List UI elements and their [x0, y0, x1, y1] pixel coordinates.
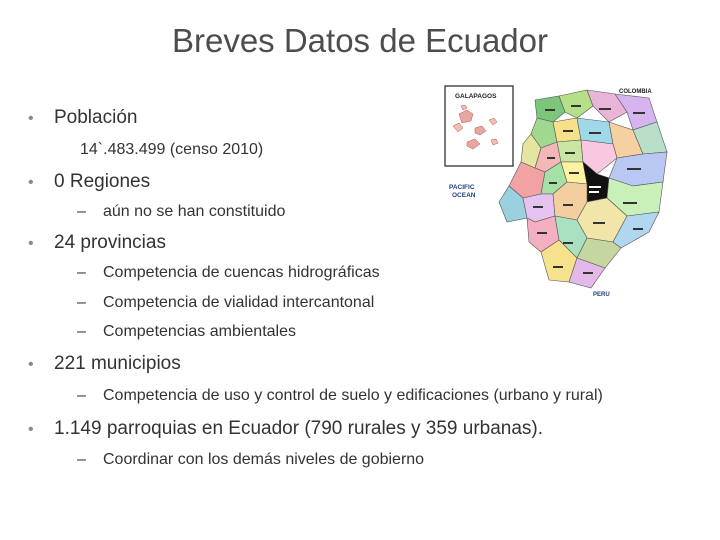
bullet-dot: • [28, 421, 34, 438]
dash: – [77, 294, 86, 311]
map-label-pacific: PACIFIC [449, 184, 475, 191]
map-label-colombia: COLOMBIA [619, 89, 652, 95]
municipios-label: 221 municipios [54, 353, 181, 374]
provincias-label: 24 provincias [54, 232, 166, 253]
dash: – [77, 387, 86, 404]
provincias-item-text: Competencia de vialidad intercantonal [103, 294, 375, 311]
province-shape [557, 140, 583, 162]
provincias-item [77, 323, 296, 341]
regiones-detail-row [77, 203, 285, 221]
slide-title: Breves Datos de Ecuador [171, 22, 549, 59]
provincias-item-text: Competencias ambientales [103, 323, 296, 340]
map-label-galapagos: GALAPAGOS [455, 93, 497, 100]
regiones-label: 0 Regiones [54, 171, 151, 192]
bullet-dot: • [28, 110, 34, 127]
municipios-item [77, 387, 603, 405]
dash: – [77, 323, 86, 340]
dash: – [77, 264, 86, 281]
provincias-item-text: Competencia de cuencas hidrográficas [103, 264, 380, 281]
regiones-detail: aún no se han constituido [103, 203, 286, 220]
parroquias-extra: (790 rurales y 359 urbanas). [304, 418, 544, 439]
bullet-dot: • [28, 235, 34, 252]
bullet-dot: • [28, 174, 34, 191]
bullet-provincias [28, 232, 166, 254]
ecuador-map [437, 82, 669, 300]
provincias-item [77, 264, 380, 282]
bullet-dot: • [28, 356, 34, 373]
parroquias-item-text: Coordinar con los demás niveles de gobierno [103, 451, 425, 468]
parroquias-item [77, 451, 424, 469]
parroquias-label: 1.149 parroquias en Ecuador [54, 418, 300, 439]
dash: – [77, 203, 86, 220]
dash: – [77, 451, 86, 468]
bullet-regiones [28, 171, 150, 193]
map-label-peru: PERU [593, 292, 610, 298]
bullet-parroquias [28, 418, 543, 440]
bullet-poblacion [28, 107, 137, 129]
map-label-ocean: OCEAN [452, 192, 476, 199]
province-shape [559, 90, 593, 118]
poblacion-label: Población [54, 107, 138, 128]
provincias-item [77, 294, 374, 312]
bullet-municipios [28, 353, 181, 375]
municipios-item-text: Competencia de uso y control de suelo y edificaciones (urbano y rural) [103, 387, 603, 404]
poblacion-detail: 14`.483.499 (censo 2010) [80, 141, 264, 158]
